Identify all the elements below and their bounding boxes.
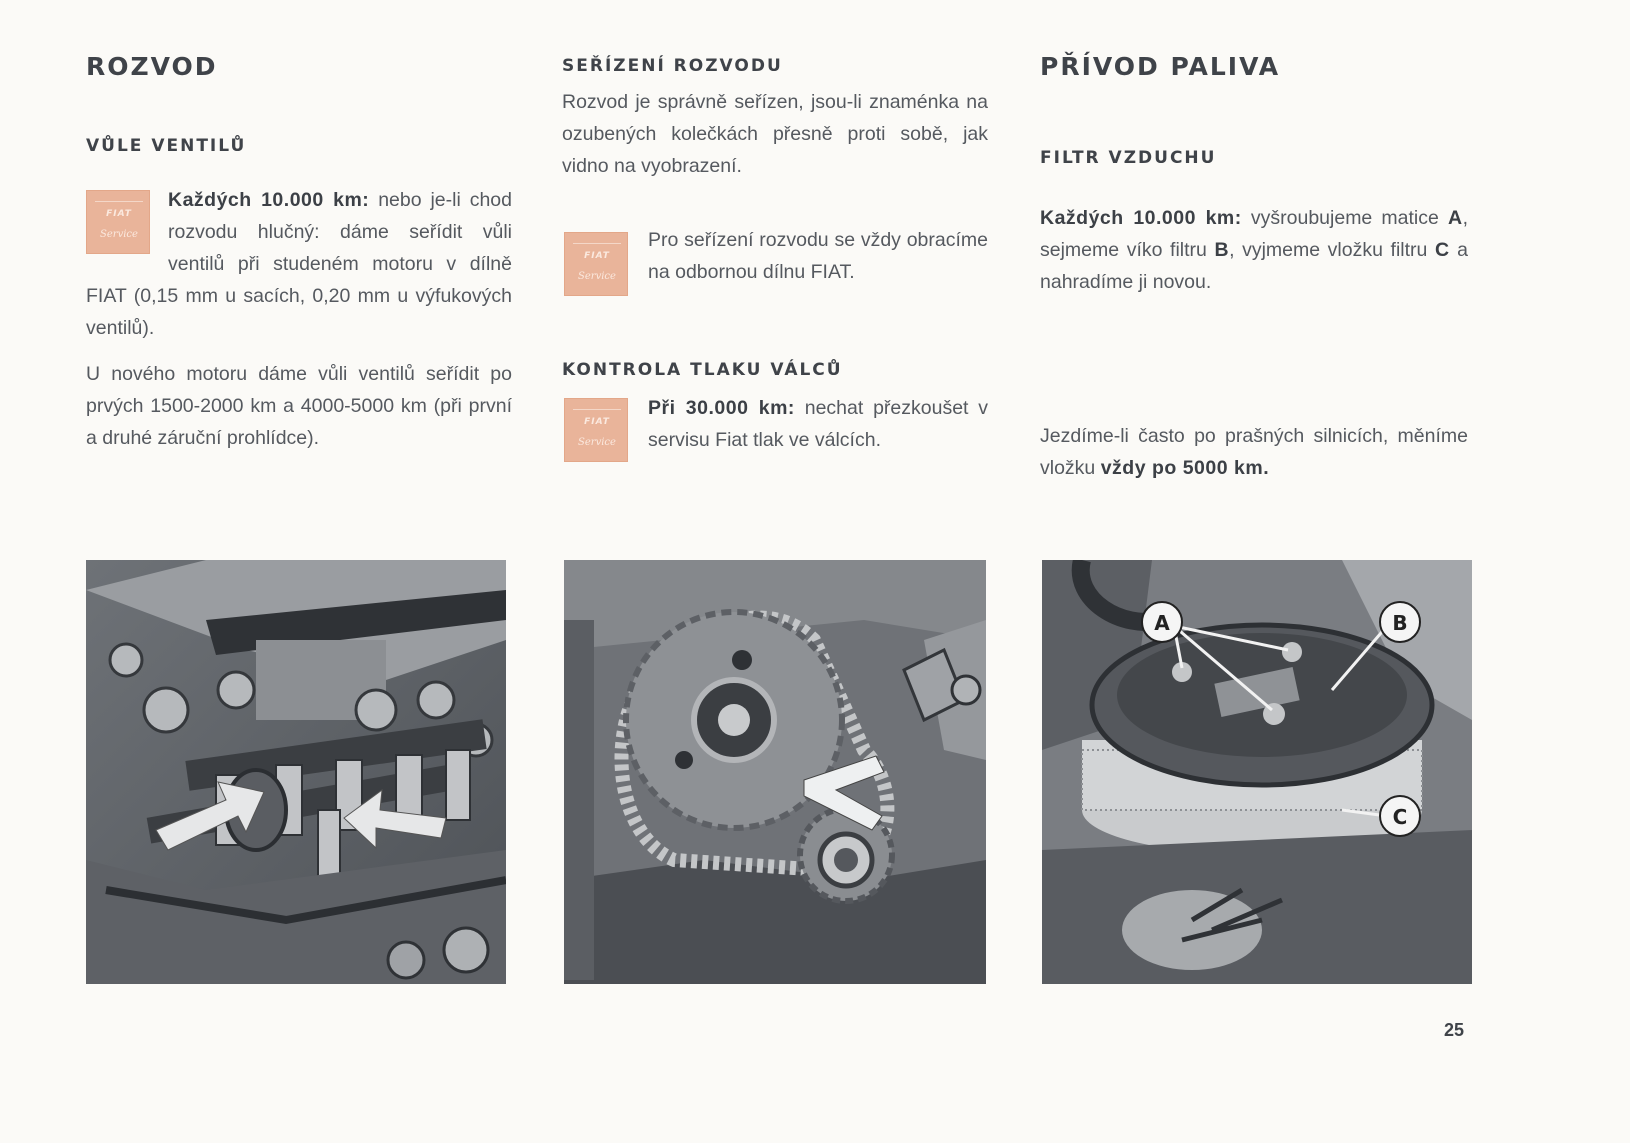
interval-bold: Každých 10.000 km:: [1040, 207, 1242, 229]
service-label: Service: [578, 437, 616, 448]
filter-text: a nahradíme ji novou.: [1040, 239, 1468, 293]
callout-c: [1380, 796, 1420, 836]
callout-b: [1380, 602, 1420, 642]
callout-a: [1142, 602, 1182, 642]
filter-text: vyšroubujeme matice: [1241, 207, 1448, 229]
subsection-title-compression: KONTROLA TLAKU VÁLCŮ: [562, 360, 843, 380]
service-label: Service: [578, 271, 616, 282]
interval-bold: Při 30.000 km:: [648, 397, 795, 419]
subsection-title-valve-clearance: VŮLE VENTILŮ: [86, 136, 247, 156]
photo-timing-chain: [564, 560, 986, 984]
fiat-service-badge: [564, 398, 628, 462]
dusty-interval-bold: vždy po 5000 km.: [1100, 457, 1270, 479]
callout-a-label: A: [1154, 611, 1170, 635]
interval-text: nebo je-li chod rozvodu hlučný: dáme seřídit vůli ventilů při studeném motoru v dílně FIAT (0,15 mm u sacích, 0,20 mm u výfukových ventilů).: [86, 189, 512, 339]
subsection-title-air-filter: FILTR VZDUCHU: [1040, 148, 1217, 168]
label-a: A: [1447, 207, 1463, 229]
interval-bold: Každých 10.000 km:: [168, 189, 370, 211]
fiat-logo: FIAT: [106, 209, 132, 219]
label-b: B: [1214, 239, 1230, 261]
compression-text: nechat přezkoušet v servisu Fiat tlak ve válcích.: [648, 397, 989, 451]
label-c: C: [1434, 239, 1450, 261]
filter-text: , sejmeme víko filtru: [1040, 207, 1468, 261]
fiat-logo: FIAT: [584, 417, 610, 427]
page-number: 25: [1444, 1020, 1465, 1040]
dusty-text: Jezdíme-li často po prašných silnicích, měníme vložku: [1040, 425, 1468, 479]
photo-valve-rockers: [86, 560, 506, 984]
section-title-rozvod: ROZVOD: [86, 52, 218, 81]
callout-b-label: B: [1392, 611, 1408, 635]
paragraph-new-engine: U nového motoru dáme vůli ventilů seřídit po prvých 1500-2000 km a 4000-5000 km (při první a druhé záruční prohlídce).: [86, 363, 512, 449]
filter-text: , vyjmeme vložku filtru: [1229, 239, 1435, 261]
fiat-logo: FIAT: [584, 251, 610, 261]
photo-air-filter: [1042, 560, 1472, 984]
section-title-fuel-supply: PŘÍVOD PALIVA: [1040, 52, 1281, 81]
paragraph-dusty-roads: [1040, 420, 1468, 484]
paragraph-timing-service: Pro seřízení rozvodu se vždy obracíme na odbornou dílnu FIAT.: [648, 229, 988, 283]
fiat-service-badge: [564, 232, 628, 296]
paragraph-air-filter-interval: [1040, 202, 1468, 298]
service-label: Service: [100, 229, 138, 240]
paragraph-timing-marks: Rozvod je správně seřízen, jsou-li znaménka na ozubených kolečkách přesně proti sobě, jak vidno na vyobrazení.: [562, 91, 988, 177]
callout-c-label: C: [1392, 805, 1408, 829]
paragraph-compression-check: [648, 392, 988, 456]
paragraph-valve-interval: [86, 184, 512, 344]
section-title-timing-adjust: SEŘÍZENÍ ROZVODU: [562, 56, 783, 76]
